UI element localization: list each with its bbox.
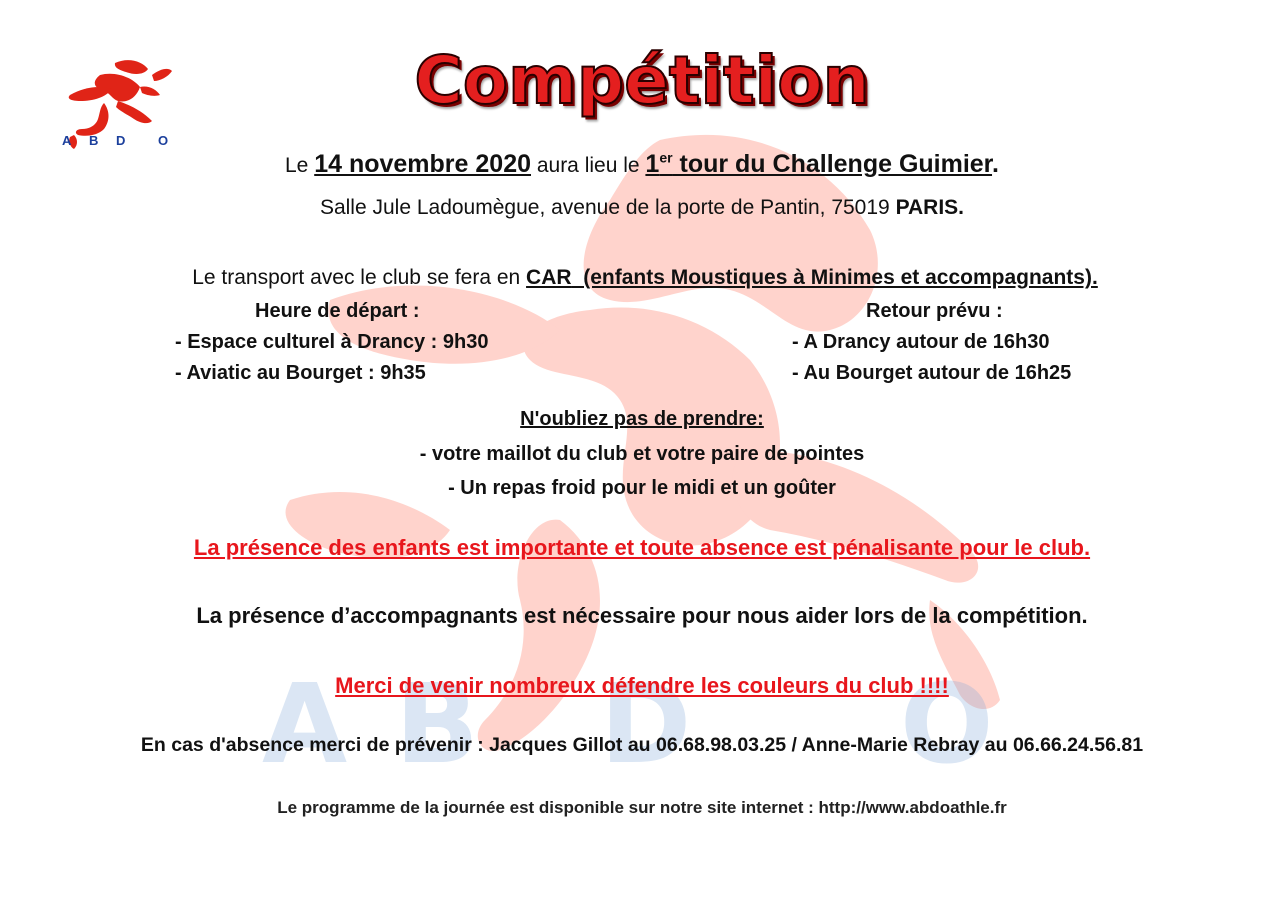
departure-item: - Aviatic au Bourget : 9h35: [175, 362, 426, 384]
logo-letter-d: D: [116, 133, 126, 148]
watermark-letter-d: D: [600, 660, 692, 788]
event-ordinal: 1: [645, 150, 660, 178]
return-item: - Au Bourget autour de 16h25: [792, 362, 1072, 384]
watermark-letter-b: B: [395, 660, 479, 788]
logo-letter-a: A: [62, 133, 72, 148]
transport-line: [3, 266, 1284, 290]
departure-section: [175, 296, 488, 389]
date-line-end: .: [992, 150, 999, 178]
transport-intro: Le transport avec le club se fera en: [192, 266, 527, 289]
venue-address: Salle Jule Ladoumègue, avenue de la porte de Pantin, 75019: [319, 196, 896, 219]
logo-letter-o: O: [158, 133, 169, 148]
date-line-middle: aura lieu le: [531, 154, 646, 177]
event-name: [645, 150, 992, 178]
return-section: [792, 296, 1071, 389]
bring-item: - votre maillot du club et votre paire de pointes: [419, 443, 865, 465]
event-ordinal-suffix: er: [659, 149, 673, 166]
children-notice: La présence des enfants est importante et toute absence est pénalisante pour le club.: [193, 535, 1091, 560]
date-line-prefix: Le: [285, 154, 315, 177]
transport-detail: (enfants Moustiques à Minimes et accompagnants).: [571, 266, 1098, 289]
adults-notice: La présence d’accompagnants est nécessaire pour nous aider lors de la compétition.: [196, 603, 1088, 628]
event-date: 14 novembre 2020: [314, 150, 531, 178]
venue-city: PARIS.: [895, 196, 965, 219]
event-title: tour du Challenge Guimier: [672, 150, 993, 178]
logo-letter-b: B: [89, 133, 99, 148]
return-item: - A Drancy autour de 16h30: [792, 331, 1050, 353]
bring-heading: N'oubliez pas de prendre:: [520, 408, 764, 430]
departure-heading: Heure de départ :: [255, 300, 420, 322]
watermark-letter-o: O: [900, 660, 994, 788]
bring-item: - Un repas froid pour le midi et un goûter: [448, 477, 836, 499]
transport-mode: CAR (enfants Moustiques à Minimes et accompagnants).: [526, 266, 1098, 289]
program-line: Le programme de la journée est disponible sur notre site internet : http://www.abdoathle.fr: [277, 798, 1007, 817]
watermark-letter-a: A: [262, 660, 348, 788]
departure-item: - Espace culturel à Drancy : 9h30: [175, 331, 489, 353]
page-title: Compétition: [414, 42, 870, 119]
logo-letters: [62, 133, 180, 148]
return-heading: Retour prévu :: [866, 300, 1003, 322]
contact-line: En cas d'absence merci de prévenir : Jacques Gillot au 06.68.98.03.25 / Anne-Marie Rebray au 06.66.24.56.81: [140, 734, 1144, 756]
venue-line: [0, 196, 1284, 220]
date-line: [0, 150, 1284, 179]
thanks-message: Merci de venir nombreux défendre les couleurs du club !!!!: [335, 673, 949, 698]
